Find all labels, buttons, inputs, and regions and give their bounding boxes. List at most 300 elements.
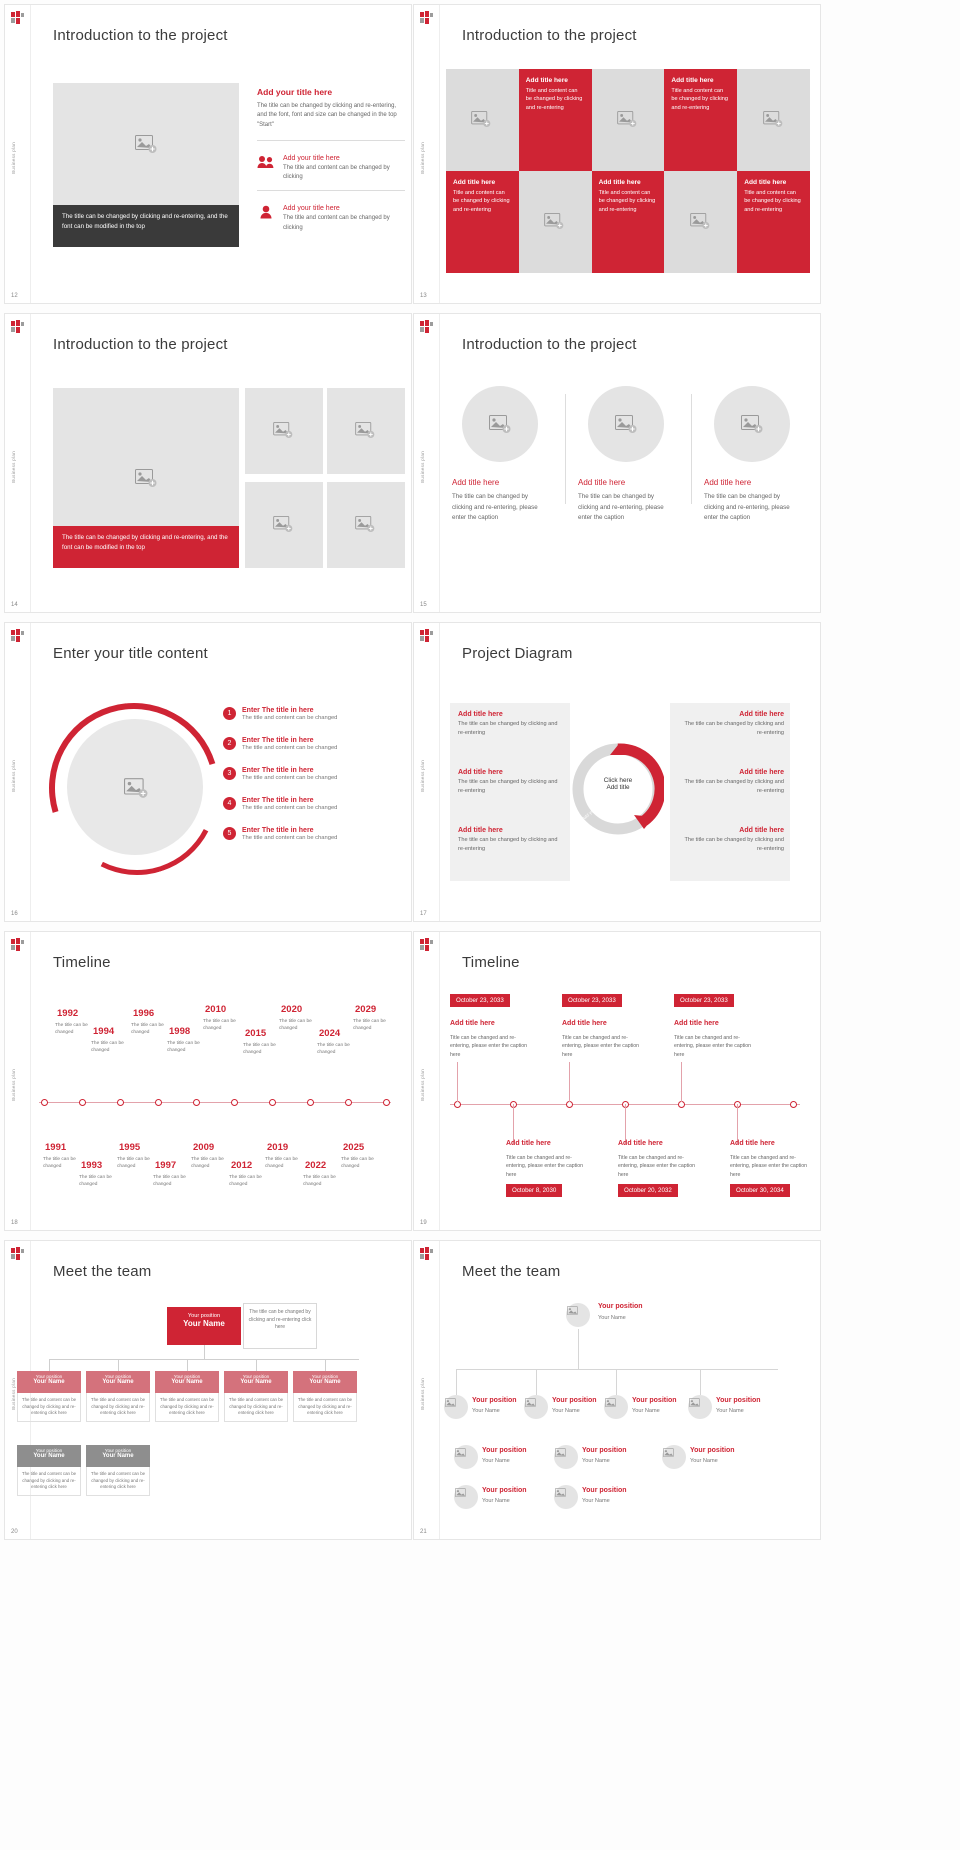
timeline-year: 2025 [343, 1142, 365, 1153]
timeline-text: The title can be changed [191, 1157, 224, 1170]
card-position: Your position [632, 1397, 677, 1404]
item-number: 5 [223, 827, 236, 840]
image-icon [689, 1398, 711, 1416]
image-icon [455, 1488, 477, 1506]
card-position: Your position [482, 1487, 527, 1494]
image-icon [617, 111, 639, 129]
image-icon [355, 422, 377, 440]
center-line-1: Click here [603, 777, 633, 784]
timeline-axis [39, 1102, 391, 1103]
card-header [224, 1371, 288, 1393]
tile-text: Title and content can be changed by clicking and re-entering [453, 190, 510, 213]
card-header [86, 1371, 150, 1393]
item-text: The title and content can be changed [242, 805, 338, 811]
slide-number: 20 [11, 1529, 18, 1535]
card-name: Your Name [582, 1458, 610, 1464]
card-position: Your position [482, 1447, 527, 1454]
timeline-text: The title can be changed [167, 1041, 200, 1054]
item-text: The title and content can be changed [242, 835, 338, 841]
avatar[interactable] [688, 1395, 712, 1419]
timeline-node[interactable] [79, 1099, 86, 1106]
sidebar-label: Business plan [420, 142, 425, 174]
card-position: Your position [472, 1397, 517, 1404]
timeline-year: 1995 [119, 1142, 141, 1153]
slide-15[interactable] [413, 313, 821, 613]
timeline-node[interactable] [790, 1101, 797, 1108]
user-icon [257, 205, 277, 233]
connector [456, 1369, 457, 1395]
card-position: Your position [582, 1487, 627, 1494]
brand-logo-icon [420, 320, 434, 334]
sidebar [414, 5, 440, 303]
connector [700, 1369, 701, 1395]
timeline-node[interactable] [41, 1099, 48, 1106]
card-name: Your Name [171, 1379, 203, 1385]
slide-number: 15 [420, 602, 427, 608]
image-icon [135, 135, 157, 153]
divider [257, 140, 405, 141]
card-name: Your Name [632, 1408, 660, 1414]
card-name: Your Name [690, 1458, 718, 1464]
timeline-text: Title can be changed and re-entering, please enter the caption here [618, 1155, 696, 1178]
org-card[interactable] [86, 1445, 150, 1496]
slide-18[interactable] [4, 931, 412, 1231]
sidebar [5, 5, 31, 303]
card-position: Your position [552, 1397, 597, 1404]
list-item[interactable] [257, 148, 405, 183]
timeline-node[interactable] [155, 1099, 162, 1106]
timeline-node[interactable] [269, 1099, 276, 1106]
divider [691, 394, 692, 504]
column-text: The title can be changed by clicking and re-entering, please enter the caption [704, 493, 790, 522]
avatar[interactable] [524, 1395, 548, 1419]
image-placeholder[interactable] [664, 171, 737, 273]
brand-logo-icon [11, 11, 25, 25]
tile-title: Add title here [453, 179, 496, 186]
card-name: Your Name [33, 1453, 65, 1459]
item-text: The title and content can be changed by clicking [283, 164, 390, 181]
card-position: Your position [104, 1448, 132, 1453]
timeline-text: The title can be changed [353, 1019, 386, 1032]
connector [457, 1062, 458, 1102]
sidebar [5, 623, 31, 921]
brand-logo-icon [11, 938, 25, 952]
image-icon [763, 111, 785, 129]
card-name: Your Name [716, 1408, 744, 1414]
sidebar-label: Business plan [420, 1069, 425, 1101]
card-body: The title and content can be changed by clicking and re-entering click here [86, 1467, 150, 1496]
image-icon [471, 111, 493, 129]
image-placeholder[interactable] [462, 386, 538, 462]
divider [565, 394, 566, 504]
image-placeholder[interactable] [519, 171, 592, 273]
image-icon [525, 1398, 547, 1416]
timeline-node[interactable] [678, 1101, 685, 1108]
connector [325, 1359, 326, 1371]
timeline-text: The title can be changed [279, 1019, 312, 1032]
timeline-year: 2029 [355, 1004, 377, 1015]
image-placeholder[interactable] [737, 69, 810, 171]
slide-13[interactable] [413, 4, 821, 304]
block-text: The title can be changed by clicking and re-entering [458, 721, 558, 736]
image-icon [124, 778, 146, 796]
image-icon [135, 469, 157, 487]
timeline-node[interactable] [383, 1099, 390, 1106]
slide-title: Introduction to the project [462, 27, 637, 44]
item-text: The title and content can be changed [242, 745, 338, 751]
org-card[interactable] [17, 1445, 81, 1496]
slide-number: 12 [11, 293, 18, 299]
avatar[interactable] [662, 1445, 686, 1469]
sidebar-label: Business plan [420, 451, 425, 483]
brand-logo-icon [420, 629, 434, 643]
list-item[interactable] [223, 737, 337, 751]
sidebar [414, 314, 440, 612]
sidebar [5, 932, 31, 1230]
card-name: Your Name [482, 1458, 510, 1464]
text-tile[interactable] [519, 69, 592, 171]
timeline-date[interactable]: October 23, 2033 [562, 994, 622, 1007]
org-card[interactable] [17, 1371, 81, 1422]
timeline-text: The title can be changed [117, 1157, 150, 1170]
slide-12[interactable] [4, 4, 412, 304]
sidebar-label: Business plan [420, 760, 425, 792]
item-number: 2 [223, 737, 236, 750]
timeline-node[interactable] [454, 1101, 461, 1108]
timeline-date[interactable]: October 8, 2030 [506, 1184, 562, 1197]
timeline-node[interactable] [307, 1099, 314, 1106]
image-icon [690, 213, 712, 231]
slide-number: 13 [420, 293, 427, 299]
card-name: Your Name [482, 1498, 510, 1504]
image-placeholder[interactable] [67, 719, 203, 855]
block-title: Add title here [739, 711, 784, 718]
image-icon [544, 213, 566, 231]
slide-number: 14 [11, 602, 18, 608]
image-icon [615, 415, 637, 433]
slide-14[interactable] [4, 313, 412, 613]
sidebar-label: Business plan [11, 1069, 16, 1101]
avatar[interactable] [604, 1395, 628, 1419]
right-block[interactable] [680, 711, 784, 738]
connector [49, 1359, 359, 1360]
org-card[interactable] [293, 1371, 357, 1422]
timeline-text: Title can be changed and re-entering, please enter the caption here [730, 1155, 808, 1178]
connector [569, 1062, 570, 1102]
item-title: Enter The title in here [242, 707, 314, 714]
connector [49, 1359, 50, 1371]
timeline-year: 1994 [93, 1026, 115, 1037]
right-block[interactable] [680, 769, 784, 796]
slide-title: Meet the team [53, 1263, 152, 1280]
column-text: The title can be changed by clicking and re-entering, please enter the caption [578, 493, 664, 522]
card-position: Your position [104, 1374, 132, 1379]
org-note[interactable]: The title can be changed by clicking and re-entering click here [243, 1303, 317, 1349]
timeline-text: The title can be changed [229, 1175, 262, 1188]
timeline-node[interactable] [193, 1099, 200, 1106]
connector [187, 1359, 188, 1371]
avatar[interactable] [454, 1485, 478, 1509]
item-title: Enter The title in here [242, 797, 314, 804]
timeline-text: Title can be changed and re-entering, please enter the caption here [674, 1035, 752, 1058]
image-placeholder[interactable] [714, 386, 790, 462]
slide-title: Timeline [462, 954, 520, 971]
card-name: Your Name [552, 1408, 580, 1414]
column-text: The title can be changed by clicking and re-entering, please enter the caption [452, 493, 538, 522]
list-item[interactable] [223, 767, 337, 781]
timeline-text: The title can be changed [153, 1175, 186, 1188]
slide-title: Meet the team [462, 1263, 561, 1280]
timeline-year: 1996 [133, 1008, 155, 1019]
connector [578, 1329, 579, 1369]
org-root-card[interactable] [167, 1307, 241, 1345]
tile-text: Title and content can be changed by clicking and re-entering [598, 190, 656, 213]
image-icon [663, 1448, 685, 1466]
timeline-year: 2020 [281, 1004, 303, 1015]
avatar[interactable] [454, 1445, 478, 1469]
sidebar [414, 623, 440, 921]
sidebar [414, 1241, 440, 1539]
cycle-diagram[interactable] [572, 743, 664, 835]
list-item[interactable] [223, 797, 337, 811]
card-header [17, 1445, 81, 1467]
card-position: Your position [311, 1374, 339, 1379]
block-title: Add title here [458, 711, 503, 718]
image-placeholder[interactable] [53, 83, 239, 205]
timeline-text: The title can be changed [317, 1043, 350, 1056]
list-item[interactable] [223, 827, 337, 841]
block-text: The title can be changed by clicking and re-entering [458, 779, 558, 794]
connector [737, 1104, 738, 1144]
card-position: Your position [187, 1313, 221, 1319]
image-placeholder[interactable] [446, 69, 519, 171]
timeline-text: The title can be changed [79, 1175, 112, 1188]
left-block[interactable] [458, 769, 562, 796]
timeline-title: Add title here [674, 1020, 719, 1027]
slide-number: 17 [420, 911, 427, 917]
image-placeholder[interactable] [327, 388, 405, 474]
connector [625, 1104, 626, 1144]
slide-16[interactable] [4, 622, 412, 922]
left-block[interactable] [458, 827, 562, 854]
item-number: 1 [223, 707, 236, 720]
org-card[interactable] [224, 1371, 288, 1422]
timeline-node[interactable] [566, 1101, 573, 1108]
connector [681, 1062, 682, 1102]
block-text: The title can be changed by clicking and re-entering [684, 721, 784, 736]
left-block[interactable] [458, 711, 562, 738]
sidebar-label: Business plan [11, 760, 16, 792]
card-header [293, 1371, 357, 1393]
timeline-year: 2010 [205, 1004, 227, 1015]
block-text: The title can be changed by clicking and re-entering [684, 779, 784, 794]
avatar[interactable] [566, 1303, 590, 1327]
image-icon [605, 1398, 627, 1416]
slide-number: 16 [11, 911, 18, 917]
caption-band[interactable]: The title can be changed by clicking and re-entering, and the font can be modified in the top [53, 205, 239, 247]
block-text: The title can be changed by clicking and re-entering [684, 837, 784, 852]
timeline-text: The title can be changed [243, 1043, 276, 1056]
right-content [257, 87, 405, 233]
avatar[interactable] [444, 1395, 468, 1419]
image-placeholder[interactable] [592, 69, 665, 171]
timeline-text: Title can be changed and re-entering, please enter the caption here [506, 1155, 584, 1178]
item-title: Add your title here [283, 205, 340, 213]
card-name: Your Name [102, 1453, 134, 1459]
tile-title: Add title here [744, 179, 787, 186]
timeline-date[interactable]: October 20, 2032 [618, 1184, 678, 1197]
item-title: Enter The title in here [242, 827, 314, 834]
card-body: The title and content can be changed by clicking and re-entering click here [224, 1393, 288, 1422]
image-placeholder[interactable] [245, 388, 323, 474]
text-tile[interactable] [446, 171, 519, 273]
timeline-year: 1991 [45, 1142, 67, 1153]
card-body: The title and content can be changed by clicking and re-entering click here [293, 1393, 357, 1422]
caption-band[interactable]: The title can be changed by clicking and re-entering, and the font can be modified in the top [53, 526, 239, 568]
list-item[interactable] [223, 707, 337, 721]
brand-logo-icon [11, 320, 25, 334]
tile-title: Add title here [525, 77, 568, 84]
brand-logo-icon [420, 1247, 434, 1261]
slide-20[interactable] [4, 1240, 412, 1540]
slide-number: 21 [420, 1529, 427, 1535]
card-name: Your Name [240, 1379, 272, 1385]
item-title: Enter The title in here [242, 737, 314, 744]
timeline-date[interactable]: October 30, 2034 [730, 1184, 790, 1197]
slide-title: Project Diagram [462, 645, 573, 662]
image-icon [445, 1398, 467, 1416]
slide-title: Introduction to the project [462, 336, 637, 353]
card-header [86, 1445, 150, 1467]
mosaic-grid [446, 69, 810, 273]
slide-21[interactable] [413, 1240, 821, 1540]
timeline-text: The title can be changed [203, 1019, 236, 1032]
timeline-year: 2019 [267, 1142, 289, 1153]
image-icon [489, 415, 511, 433]
card-header [155, 1371, 219, 1393]
slide-19[interactable] [413, 931, 821, 1231]
image-icon [555, 1448, 577, 1466]
block-title: Add title here [739, 769, 784, 776]
timeline-node[interactable] [117, 1099, 124, 1106]
text-tile[interactable] [664, 69, 737, 171]
timeline-year: 2024 [319, 1028, 341, 1039]
timeline-title: Add title here [618, 1140, 663, 1147]
sidebar-label: Business plan [11, 451, 16, 483]
card-name: Your Name [102, 1379, 134, 1385]
org-card[interactable] [86, 1371, 150, 1422]
brand-logo-icon [420, 938, 434, 952]
slide-title: Introduction to the project [53, 27, 228, 44]
brand-logo-icon [11, 1247, 25, 1261]
sidebar-label: Business plan [420, 1378, 425, 1410]
right-block[interactable] [680, 827, 784, 854]
org-card[interactable] [155, 1371, 219, 1422]
timeline-year: 2009 [193, 1142, 215, 1153]
connector [536, 1369, 537, 1395]
image-placeholder[interactable] [245, 482, 323, 568]
image-icon [273, 516, 295, 534]
avatar[interactable] [554, 1445, 578, 1469]
timeline-year: 2015 [245, 1028, 267, 1039]
slide-title: Enter your title content [53, 645, 208, 662]
section-paragraph: The title can be changed by clicking and re-entering, and the font, font and size can be changed in the top "Start" [257, 103, 397, 128]
image-placeholder[interactable] [327, 482, 405, 568]
item-title: Add your title here [283, 154, 340, 162]
timeline-node[interactable] [345, 1099, 352, 1106]
divider [257, 190, 405, 191]
timeline-date[interactable]: October 23, 2033 [450, 994, 510, 1007]
connector [204, 1345, 205, 1359]
card-name: Your Name [309, 1379, 341, 1385]
card-name: Your Name [472, 1408, 500, 1414]
card-position: Your position [690, 1447, 735, 1454]
card-name: Your Name [598, 1315, 626, 1321]
timeline-year: 2012 [231, 1160, 253, 1171]
timeline-year: 1998 [169, 1026, 191, 1037]
card-header [17, 1371, 81, 1393]
card-position: Your position [716, 1397, 761, 1404]
list-item[interactable] [257, 198, 405, 233]
card-body: The title and content can be changed by clicking and re-entering click here [17, 1393, 81, 1422]
item-text: The title and content can be changed [242, 775, 338, 781]
timeline-title: Add title here [450, 1020, 495, 1027]
image-icon [567, 1306, 589, 1324]
slide-title: Timeline [53, 954, 111, 971]
block-text: The title can be changed by clicking and re-entering [458, 837, 558, 852]
card-name: Your Name [183, 1319, 225, 1328]
timeline-title: Add title here [562, 1020, 607, 1027]
brand-logo-icon [11, 629, 25, 643]
timeline-text: The title can be changed [341, 1157, 374, 1170]
timeline-date[interactable]: October 23, 2033 [674, 994, 734, 1007]
text-tile[interactable] [592, 171, 665, 273]
section-heading: Add your title here [257, 87, 333, 97]
text-tile[interactable] [737, 171, 810, 273]
block-title: Add title here [739, 827, 784, 834]
item-text: The title and content can be changed [242, 715, 338, 721]
column-title: Add title here [452, 478, 500, 487]
center-line-2: Add title [606, 784, 630, 791]
image-icon [455, 1448, 477, 1466]
timeline-year: 2022 [305, 1160, 327, 1171]
item-number: 3 [223, 767, 236, 780]
item-text: The title and content can be changed by clicking [283, 215, 390, 231]
timeline-text: The title can be changed [43, 1157, 76, 1170]
tile-text: Title and content can be changed by clicking and re-entering [525, 88, 583, 111]
card-position: Your position [598, 1303, 643, 1310]
sidebar [5, 314, 31, 612]
image-icon [741, 415, 763, 433]
timeline-text: The title can be changed [91, 1041, 124, 1054]
slide-17[interactable] [413, 622, 821, 922]
image-icon [273, 422, 295, 440]
timeline-title: Add title here [506, 1140, 551, 1147]
item-number: 4 [223, 797, 236, 810]
column-title: Add title here [578, 478, 626, 487]
card-name: Your Name [33, 1379, 65, 1385]
avatar[interactable] [554, 1485, 578, 1509]
block-title: Add title here [458, 827, 503, 834]
sidebar [414, 932, 440, 1230]
timeline-text: Title can be changed and re-entering, please enter the caption here [450, 1035, 528, 1058]
image-placeholder[interactable] [588, 386, 664, 462]
timeline-node[interactable] [231, 1099, 238, 1106]
slide-title: Introduction to the project [53, 336, 228, 353]
card-position: Your position [582, 1447, 627, 1454]
tile-title: Add title here [671, 77, 714, 84]
column-title: Add title here [704, 478, 752, 487]
